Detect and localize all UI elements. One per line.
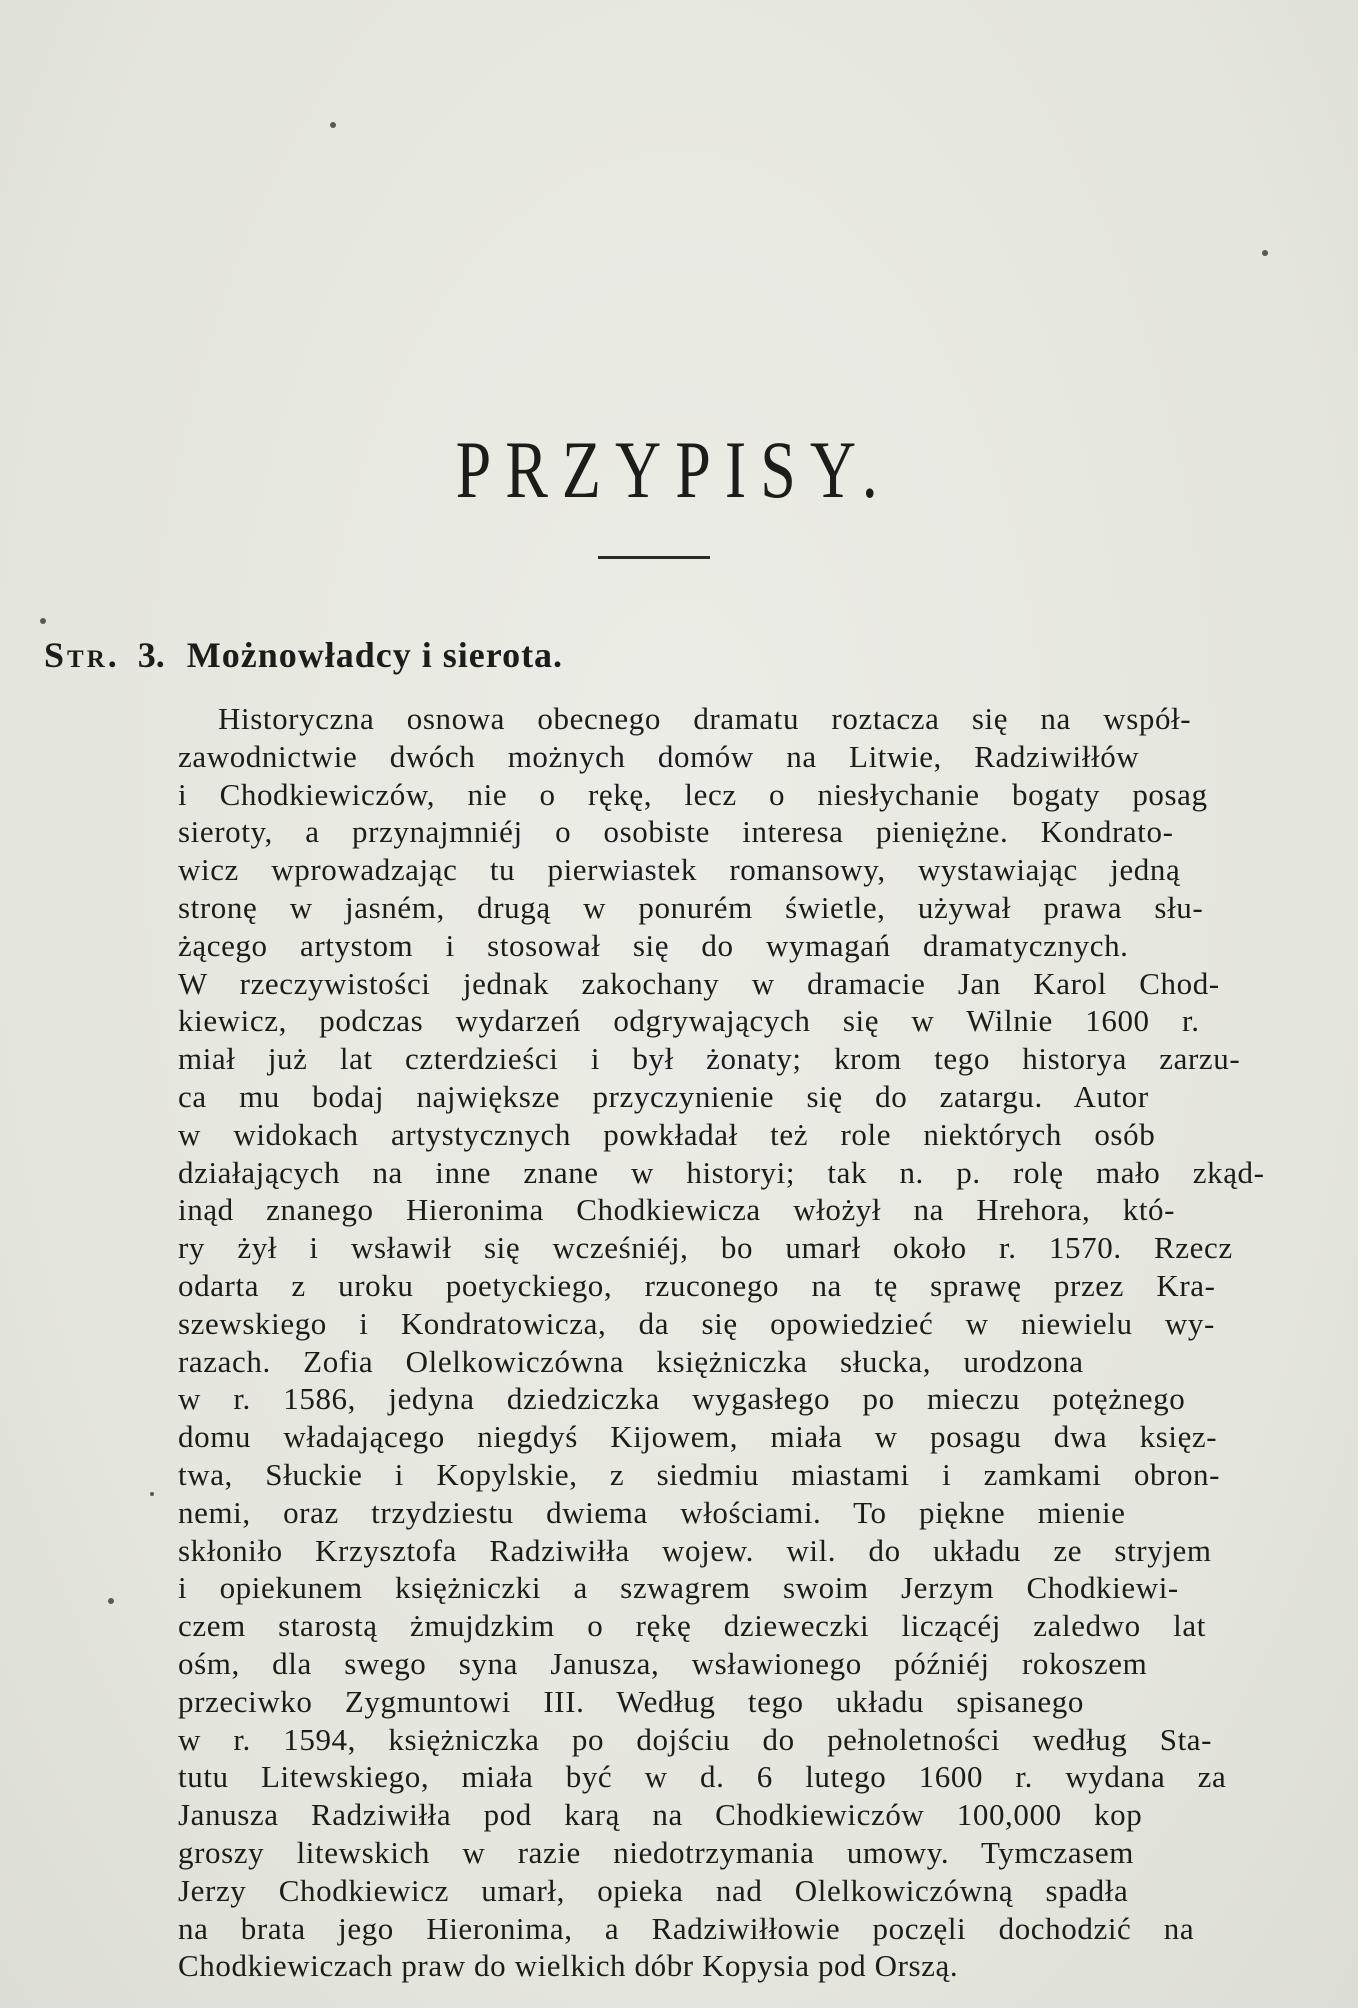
- text-line: ca mu bodaj największe przyczynienie się do zatargu. Autor: [178, 1078, 1149, 1114]
- title-divider: [598, 556, 710, 559]
- section-title: Możnowładcy i sierota.: [186, 635, 564, 675]
- text-line: żącego artystom i stosował się do wymagań dramatycznych.: [178, 927, 1129, 963]
- text-line: ry żył i wsławił się wcześniéj, bo umarł około r. 1570. Rzecz: [178, 1230, 1233, 1266]
- text-line: Chodkiewiczach praw do wielkich dóbr Kopysia pod Orszą.: [178, 1948, 959, 1984]
- text-line: nemi, oraz trzydziestu dwiema włościami. To piękne mienie: [178, 1494, 1126, 1530]
- section-str-label: Str.: [44, 635, 120, 675]
- text-line: stronę w jasném, drugą w ponurém świetle, używał prawa słu-: [178, 889, 1204, 925]
- print-speck: [330, 122, 336, 128]
- text-line: miał już lat czterdzieści i był żonaty; krom tego historya zarzu-: [178, 1041, 1241, 1077]
- text-line: działających na inne znane w historyi; tak n. p. rolę mało zkąd-: [178, 1154, 1265, 1190]
- text-line: przeciwko Zygmuntowi III. Według tego układu spisanego: [178, 1683, 1084, 1719]
- text-line: kiewicz, podczas wydarzeń odgrywających się w Wilnie 1600 r.: [178, 1003, 1200, 1039]
- text-line: w widokach artystycznych powkładał też role niektórych osób: [178, 1116, 1156, 1152]
- text-line: na brata jego Hieronima, a Radziwiłłowie poczęli dochodzić na: [178, 1910, 1195, 1946]
- text-line: tutu Litewskiego, miała być w d. 6 lutego 1600 r. wydana za: [178, 1759, 1227, 1795]
- text-line: skłoniło Krzysztofa Radziwiłła wojew. wil. do układu ze stryjem: [178, 1532, 1212, 1568]
- print-speck: [108, 1598, 114, 1604]
- footnote-paragraph: [178, 700, 1278, 1985]
- text-line: Jerzy Chodkiewicz umarł, opieka nad Olelkowiczówną spadła: [178, 1872, 1129, 1908]
- print-speck: [1262, 250, 1268, 256]
- text-line: wicz wprowadzając tu pierwiastek romansowy, wystawiając jedną: [178, 852, 1181, 888]
- text-line: Janusza Radziwiłła pod karą na Chodkiewiczów 100,000 kop: [178, 1797, 1143, 1833]
- text-line: i Chodkiewiczów, nie o rękę, lecz o niesłychanie bogaty posag: [178, 776, 1208, 812]
- print-speck: [150, 1492, 154, 1496]
- print-speck: [40, 618, 46, 624]
- text-line: Historyczna osnowa obecnego dramatu roztacza się na współ-: [218, 701, 1192, 736]
- page-title: PRZYPISY.: [455, 424, 892, 515]
- text-line: ośm, dla swego syna Janusza, wsławionego późniéj rokoszem: [178, 1645, 1148, 1681]
- text-line: twa, Słuckie i Kopylskie, z siedmiu miastami i zamkami obron-: [178, 1456, 1221, 1492]
- text-line: zawodnictwie dwóch możnych domów na Litwie, Radziwiłłów: [178, 738, 1140, 774]
- text-line: i opiekunem księżniczki a szwagrem swoim Jerzym Chodkiewi-: [178, 1570, 1179, 1606]
- section-page-number: 3.: [137, 635, 165, 675]
- text-line: odarta z uroku poetyckiego, rzuconego na tę sprawę przez Kra-: [178, 1267, 1216, 1303]
- text-line: domu władającego niegdyś Kijowem, miała w posagu dwa księz-: [178, 1419, 1218, 1455]
- text-line: w r. 1586, jedyna dziedziczka wygasłego po mieczu potężnego: [178, 1381, 1186, 1417]
- text-line: W rzeczywistości jednak zakochany w dramacie Jan Karol Chod-: [178, 965, 1220, 1001]
- text-line: inąd znanego Hieronima Chodkiewicza włożył na Hrehora, któ-: [178, 1192, 1176, 1228]
- text-line: w r. 1594, księżniczka po dojściu do pełnoletności według Sta-: [178, 1721, 1213, 1757]
- text-line: czem starostą żmujdzkim o rękę dzieweczki liczącéj zaledwo lat: [178, 1608, 1206, 1644]
- text-line: szewskiego i Kondratowicza, da się opowiedzieć w niewielu wy-: [178, 1305, 1215, 1341]
- text-line: razach. Zofia Olelkowiczówna księżniczka słucka, urodzona: [178, 1343, 1084, 1379]
- text-line: sieroty, a przynajmniéj o osobiste interesa pieniężne. Kondrato-: [178, 814, 1174, 850]
- section-heading: [44, 632, 563, 678]
- text-line: groszy litewskich w razie niedotrzymania umowy. Tymczasem: [178, 1834, 1134, 1870]
